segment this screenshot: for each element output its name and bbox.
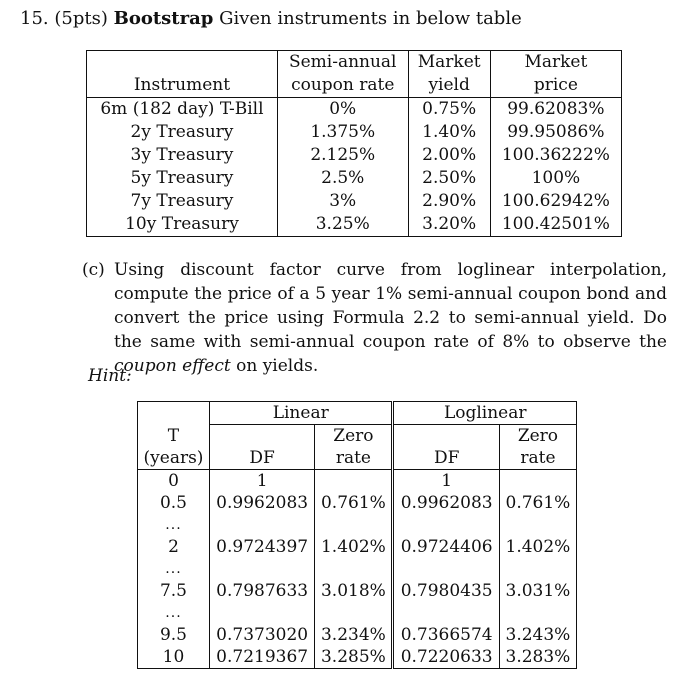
header-lin-df: DF [209,447,314,470]
hint-label: Hint: [88,366,132,386]
header-yield-2: yield [408,74,490,98]
cell-yield: 0.75% [408,98,490,122]
cell-lin-zero: 1.402% [315,536,393,558]
cell-lin-zero [315,470,393,493]
cell-t: 10 [138,646,210,669]
part-c-text-after: on yields. [236,356,319,376]
cell-t: 2 [138,536,210,558]
table-row [138,580,577,602]
problem-number: 15. [20,8,49,29]
part-c-text [114,258,667,378]
cell-log-df: 0.7366574 [393,624,499,646]
cell-lin-df: 0.9724397 [209,536,314,558]
header-log-zero-1: Zero [517,426,559,446]
cell-coupon: 3% [277,190,408,213]
cell-instrument: 5y Treasury [87,167,278,190]
cell-lin-df: 1 [209,470,314,493]
part-c-label: (c) [82,260,105,280]
cell-coupon: 3.25% [277,213,408,237]
cell-coupon: 0% [277,98,408,122]
cell-lin-df: 0.9962083 [209,492,314,514]
ellipsis: ... [138,602,210,624]
ellipsis: ... [138,558,210,580]
ellipsis-row [138,514,577,536]
cell-log-zero [499,470,576,493]
cell-yield: 2.90% [408,190,490,213]
cell-t: 0 [138,470,210,493]
header-t-2: (years) [138,447,210,470]
cell-instrument: 10y Treasury [87,213,278,237]
header-instrument: Instrument [87,74,278,98]
table-row [138,646,577,669]
ellipsis-row [138,558,577,580]
cell-coupon: 1.375% [277,121,408,144]
table-row [87,121,622,144]
cell-yield: 2.00% [408,144,490,167]
table-row [87,167,622,190]
cell-t: 9.5 [138,624,210,646]
problem-intro: Given instruments in below table [219,8,522,29]
table-row [87,190,622,213]
header-price-2: price [490,74,621,98]
cell-instrument: 3y Treasury [87,144,278,167]
problem-title: Bootstrap [113,8,214,29]
cell-log-zero: 1.402% [505,537,571,557]
table-row [87,98,622,122]
header-log-df: DF [393,447,499,470]
header-linear: Linear [209,402,393,425]
table-row [138,624,577,646]
table-row [87,213,622,237]
cell-price: 100.62942% [501,191,610,211]
cell-price: 99.95086% [507,122,605,142]
header-price-1: Market [524,52,588,72]
cell-log-zero: 3.283% [505,647,571,667]
cell-log-df: 0.7980435 [393,580,499,602]
part-c-text-before: Using discount factor curve from loglinear interpolation, compute the price of a 5 year 1% semi-annual coupon bond and convert the price using Formula 2.2 to semi-annual yield. Do the same with semi-annual coupon rate of 8% to observe the [114,260,667,352]
header-coupon-1: Semi-annual [277,51,408,75]
cell-coupon: 2.125% [277,144,408,167]
cell-log-zero: 0.761% [505,493,571,513]
header-coupon-2: coupon rate [277,74,408,98]
problem-header [20,8,522,29]
header-lin-zero-1: Zero [315,425,393,448]
cell-log-df: 1 [393,470,499,493]
cell-log-zero: 3.031% [505,581,571,601]
cell-log-zero: 3.243% [505,625,571,645]
cell-log-df: 0.7220633 [393,646,499,669]
cell-yield: 2.50% [408,167,490,190]
hint-table [137,401,577,669]
cell-lin-zero: 0.761% [315,492,393,514]
cell-coupon: 2.5% [277,167,408,190]
cell-lin-zero: 3.234% [315,624,393,646]
table-row [87,144,622,167]
table-row [138,492,577,514]
header-log-zero-2: rate [499,447,576,470]
ellipsis-row [138,602,577,624]
cell-price: 100.36222% [501,145,610,165]
cell-lin-df: 0.7373020 [209,624,314,646]
ellipsis: ... [138,514,210,536]
cell-yield: 3.20% [408,213,490,237]
cell-lin-zero: 3.018% [315,580,393,602]
cell-log-df: 0.9962083 [393,492,499,514]
table-row [138,536,577,558]
cell-price: 99.62083% [507,99,605,119]
part-c-paragraph [82,258,667,378]
part-c-emphasis: coupon effect [114,356,231,376]
cell-lin-zero: 3.285% [315,646,393,669]
cell-t: 0.5 [138,492,210,514]
table-row [138,470,577,493]
cell-yield: 1.40% [408,121,490,144]
cell-log-df: 0.9724406 [393,536,499,558]
problem-points: (5pts) [54,8,108,29]
cell-lin-df: 0.7987633 [209,580,314,602]
header-lin-zero-2: rate [315,447,393,470]
cell-instrument: 2y Treasury [87,121,278,144]
cell-t: 7.5 [138,580,210,602]
header-yield-1: Market [408,51,490,75]
instruments-table [86,50,622,237]
cell-instrument: 7y Treasury [87,190,278,213]
cell-price: 100% [531,168,581,188]
cell-lin-df: 0.7219367 [209,646,314,669]
header-loglinear: Loglinear [393,402,577,425]
header-t-1: T [138,425,210,448]
cell-instrument: 6m (182 day) T-Bill [87,98,278,122]
cell-price: 100.42501% [501,214,610,234]
